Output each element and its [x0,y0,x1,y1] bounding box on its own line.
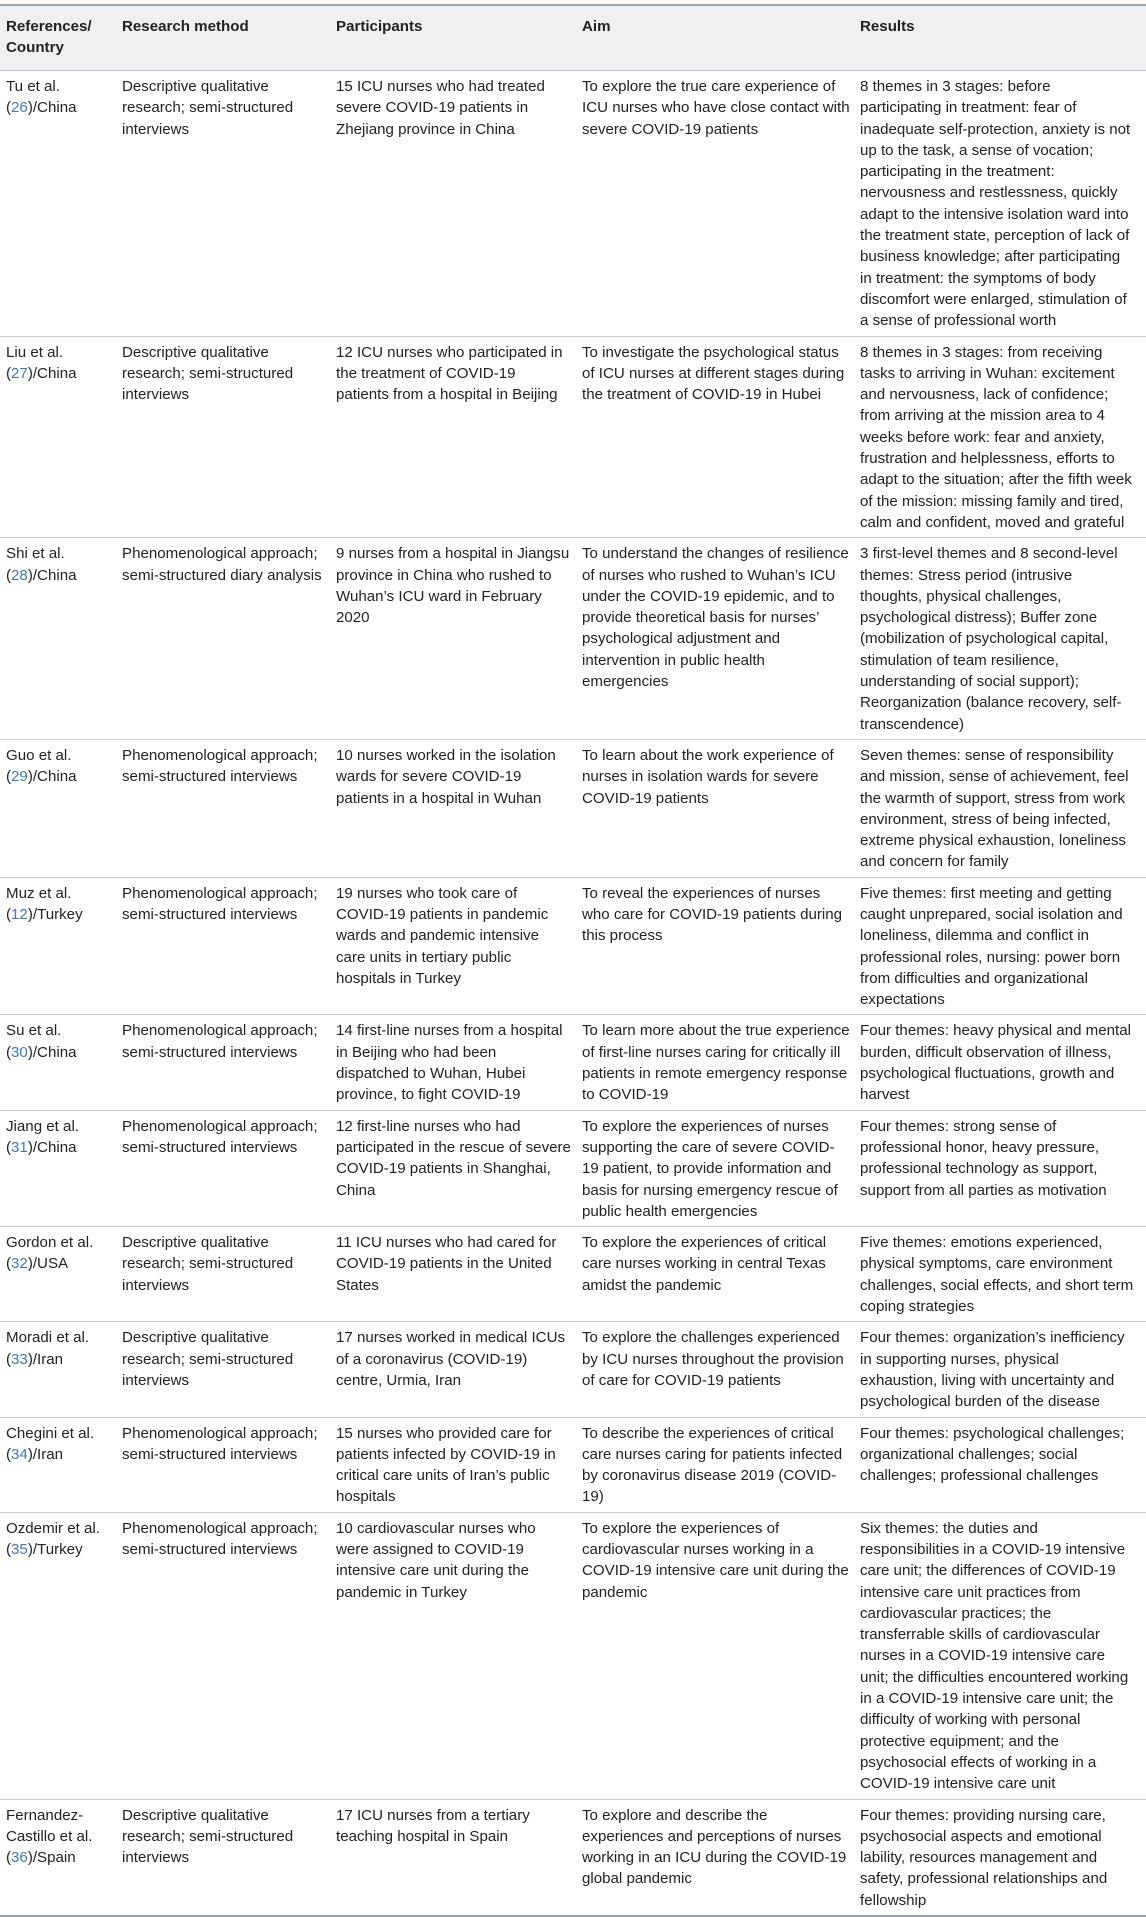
participants-cell: 9 nurses from a hospital in Jiangsu province in China who rushed to Wuhan’s ICU ward in February 2020 [336,545,570,627]
header-participants: Participants [336,18,423,35]
research-method-cell: Phenomenological approach; semi-structured interviews [122,884,318,923]
citation-link[interactable]: 26 [11,99,28,117]
citation-link[interactable]: 36 [11,1849,28,1867]
participants-cell: 15 nurses who provided care for patients infected by COVID-19 in critical care units of Iran’s public hospitals [336,1424,556,1506]
table-row [0,1799,1146,1916]
citation-link[interactable]: 32 [11,1255,28,1273]
research-method-cell: Phenomenological approach; semi-structured interviews [122,1117,318,1156]
header-research-method: Research method [122,18,249,35]
reference-cell: Jiang et al. (31)/China [6,1117,79,1156]
reference-country: /USA [32,1255,69,1273]
aim-cell: To explore the experiences of nurses supporting the care of severe COVID-19 patient, to provide information and basis for nursing emergency rescue of public health emergencies [582,1117,838,1220]
table-row [0,739,1146,877]
table-row [0,71,1146,337]
reference-author: Muz et al. [6,884,72,902]
participants-cell: 11 ICU nurses who had cared for COVID-19 patients in the United States [336,1234,557,1294]
table-row [0,1110,1146,1226]
reference-cell: Guo et al. (29)/China [6,746,77,786]
participants-cell: 12 ICU nurses who participated in the treatment of COVID-19 patients from a hospital in Beijing [336,343,563,404]
table-body [0,71,1146,1917]
studies-table [0,4,1146,1917]
citation-link[interactable]: 31 [11,1138,28,1156]
participants-cell: 15 ICU nurses who had treated severe COVID-19 patients in Zhejiang province in China [336,78,545,138]
reference-author: Gordon et al. [6,1234,94,1252]
reference-cell: Chegini et al. (34)/Iran [6,1424,95,1463]
research-method-cell: Phenomenological approach; semi-structured diary analysis [122,545,322,584]
aim-cell: To understand the changes of resilience of nurses who rushed to Wuhan’s ICU under the COVID-19 epidemic, and to provide theoretical basis for nurses’ psychological adjustment and intervention in public health emergencies [582,545,849,691]
reference-cell: Tu et al. (26)/China [6,78,77,117]
citation-link[interactable]: 12 [11,905,28,923]
results-cell: Four themes: heavy physical and mental burden, difficult observation of illness, psychological fluctuations, growth and harvest [860,1022,1131,1104]
results-cell: Four themes: psychological challenges; organizational challenges; social challenges; professional challenges [860,1424,1125,1485]
reference-country: /China [32,566,77,584]
citation-link[interactable]: 28 [11,566,28,584]
research-method-cell: Phenomenological approach; semi-structured interviews [122,1519,318,1558]
participants-cell: 17 nurses worked in medical ICUs of a coronavirus (COVID-19) centre, Urmia, Iran [336,1329,566,1389]
table-row [0,538,1146,740]
aim-cell: To learn about the work experience of nurses in isolation wards for severe COVID-19 patients [582,746,834,807]
participants-cell: 17 ICU nurses from a tertiary teaching hospital in Spain [336,1806,530,1845]
reference-cell: Liu et al. (27)/China [6,343,77,382]
reference-country: /Iran [32,1445,64,1463]
citation-link[interactable]: 34 [11,1445,28,1463]
participants-cell: 10 nurses worked in the isolation wards for severe COVID-19 patients in a hospital in Wuhan [336,746,556,807]
results-cell: Five themes: emotions experienced, physical symptoms, care environment challenges, social effects, and short term coping strategies [860,1234,1134,1316]
research-method-cell: Descriptive qualitative research; semi-structured interviews [122,1329,294,1389]
reference-cell: Muz et al. (12)/Turkey [6,884,83,923]
citation-link[interactable]: 30 [11,1043,28,1061]
aim-cell: To explore the true care experience of ICU nurses who have close contact with severe COVID-19 patients [582,78,850,138]
citation-link[interactable]: 27 [11,364,28,382]
reference-country: /China [32,99,77,117]
results-cell: 8 themes in 3 stages: from receiving tasks to arriving in Wuhan: excitement and nervousness, lack of confidence; from arriving at the mission area to 4 weeks before work: fear and anxiety, frustration and helplessness, efforts to adapt to the situation; after the fifth week of the mission: missing family and tired, calm and confident, moved and grateful [860,343,1132,531]
table-header [0,5,1146,71]
aim-cell: To investigate the psychological status of ICU nurses at different stages during the treatment of COVID-19 in Hubei [582,343,845,404]
reference-author: Tu et al. [6,78,60,95]
research-method-cell: Descriptive qualitative research; semi-structured interviews [122,1806,294,1867]
participants-cell: 19 nurses who took care of COVID-19 patients in pandemic wards and pandemic intensive care units in tertiary public hospitals in Turkey [336,884,549,987]
reference-author: Shi et al. [6,545,65,563]
header-references-country: References/ Country [6,18,92,57]
results-cell: Seven themes: sense of responsibility and mission, sense of achievement, feel the warmth of support, stress from work environment, stress of being infected, extreme physical exhaustion, loneliness and concern for family [860,746,1129,871]
reference-cell: Fernandez-Castillo et al. (36)/Spain [6,1806,93,1867]
research-method-cell: Descriptive qualitative research; semi-structured interviews [122,78,294,138]
participants-cell: 14 first-line nurses from a hospital in Beijing who had been dispatched to Wuhan, Hubei province, to fight COVID-19 [336,1022,563,1104]
reference-author: Ozdemir et al. [6,1519,100,1537]
table-row [0,1512,1146,1799]
results-cell: 8 themes in 3 stages: before participating in treatment: fear of inadequate self-protection, anxiety is not up to the task, a sense of vocation; participating in the treatment: nervousness and restlessness, quickly adapt to the intensive isolation ward into the treatment state, perception of lack of business knowledge; after participating in treatment: the symptoms of body discomfort were enlarged, stimulation of a sense of professional worth [860,78,1131,330]
aim-cell: To describe the experiences of critical care nurses caring for patients infected by coronavirus disease 2019 (COVID-19) [582,1424,843,1506]
results-cell: Four themes: strong sense of professional honor, heavy pressure, professional technology as support, support from all parties as motivation [860,1117,1107,1199]
header-results: Results [860,18,915,35]
table-row [0,336,1146,538]
participants-cell: 10 cardiovascular nurses who were assigned to COVID-19 intensive care unit during the pandemic in Turkey [336,1519,536,1601]
reference-country: /Spain [32,1849,76,1867]
reference-cell: Gordon et al. (32)/USA [6,1234,94,1273]
aim-cell: To reveal the experiences of nurses who care for COVID-19 patients during this process [582,884,843,945]
results-cell: Five themes: first meeting and getting caught unprepared, social isolation and loneliness, dilemma and conflict in professional roles, nursing: power born from difficulties and organizational expectations [860,884,1123,1009]
results-cell: 3 first-level themes and 8 second-level themes: Stress period (intrusive thoughts, physical challenges, psychological distress); Buffer zone (mobilization of psychological capital, stimulation of team resilience, understanding of social support); Reorganization (balance recovery, self-transcendence) [860,545,1122,733]
citation-link[interactable]: 35 [11,1541,28,1558]
research-method-cell: Phenomenological approach; semi-structured interviews [122,746,318,786]
results-cell: Four themes: providing nursing care, psychosocial aspects and emotional lability, resources management and safety, professional relationships and fellowship [860,1806,1108,1909]
aim-cell: To learn more about the true experience of first-line nurses caring for critically ill patients in remote emergency response to COVID-19 [582,1022,850,1104]
reference-cell: Ozdemir et al. (35)/Turkey [6,1519,100,1558]
participants-cell: 12 first-line nurses who had participated in the rescue of severe COVID-19 patients in Shanghai, China [336,1117,571,1199]
reference-author: Moradi et al. [6,1329,90,1347]
table-row [0,1417,1146,1512]
header-aim: Aim [582,18,611,35]
reference-country: /China [32,364,77,382]
research-method-cell: Phenomenological approach; semi-structured interviews [122,1424,318,1463]
aim-cell: To explore the experiences of critical care nurses working in central Texas amidst the pandemic [582,1234,827,1294]
reference-country: /Turkey [32,905,83,923]
results-cell: Six themes: the duties and responsibilities in a COVID-19 intensive care unit; the differences of COVID-19 intensive care unit practices from cardiovascular practices; the transferrable skills of cardiovascular nurses in a COVID-19 intensive care unit; the difficulties encountered working in a COVID-19 intensive care unit; the difficulty of working with personal protective equipment; and the psychosocial effects of working in a COVID-19 intensive care unit [860,1519,1129,1793]
reference-country: /China [32,768,77,786]
reference-author: Fernandez-Castillo et al. [6,1806,93,1845]
reference-author: Guo et al. [6,746,72,764]
reference-country: /Turkey [32,1541,83,1558]
table-row [0,1015,1146,1110]
reference-cell: Su et al. (30)/China [6,1022,77,1061]
research-method-cell: Descriptive qualitative research; semi-structured interviews [122,1234,294,1294]
aim-cell: To explore and describe the experiences and perceptions of nurses working in an ICU during the COVID-19 global pandemic [582,1806,847,1888]
aim-cell: To explore the experiences of cardiovascular nurses working in a COVID-19 intensive care unit during the pandemic [582,1519,849,1601]
table-row [0,1322,1146,1417]
research-method-cell: Phenomenological approach; semi-structured interviews [122,1022,318,1061]
reference-country: /China [32,1043,77,1061]
reference-country: /Iran [32,1350,64,1368]
reference-author: Jiang et al. [6,1117,79,1135]
table-row [0,877,1146,1015]
aim-cell: To explore the challenges experienced by ICU nurses throughout the provision of care for COVID-19 patients [582,1329,844,1389]
reference-cell: Shi et al. (28)/China [6,545,77,584]
citation-link[interactable]: 33 [11,1350,28,1368]
citation-link[interactable]: 29 [11,768,28,786]
header-row [0,5,1146,71]
reference-cell: Moradi et al. (33)/Iran [6,1329,90,1368]
results-cell: Four themes: organization’s inefficiency in supporting nurses, physical exhaustion, living with uncertainty and psychological burden of the disease [860,1329,1125,1411]
reference-author: Chegini et al. [6,1424,95,1442]
reference-author: Liu et al. [6,343,64,361]
reference-author: Su et al. [6,1022,62,1040]
reference-country: /China [32,1138,77,1156]
research-method-cell: Descriptive qualitative research; semi-structured interviews [122,343,294,404]
table-row [0,1227,1146,1322]
